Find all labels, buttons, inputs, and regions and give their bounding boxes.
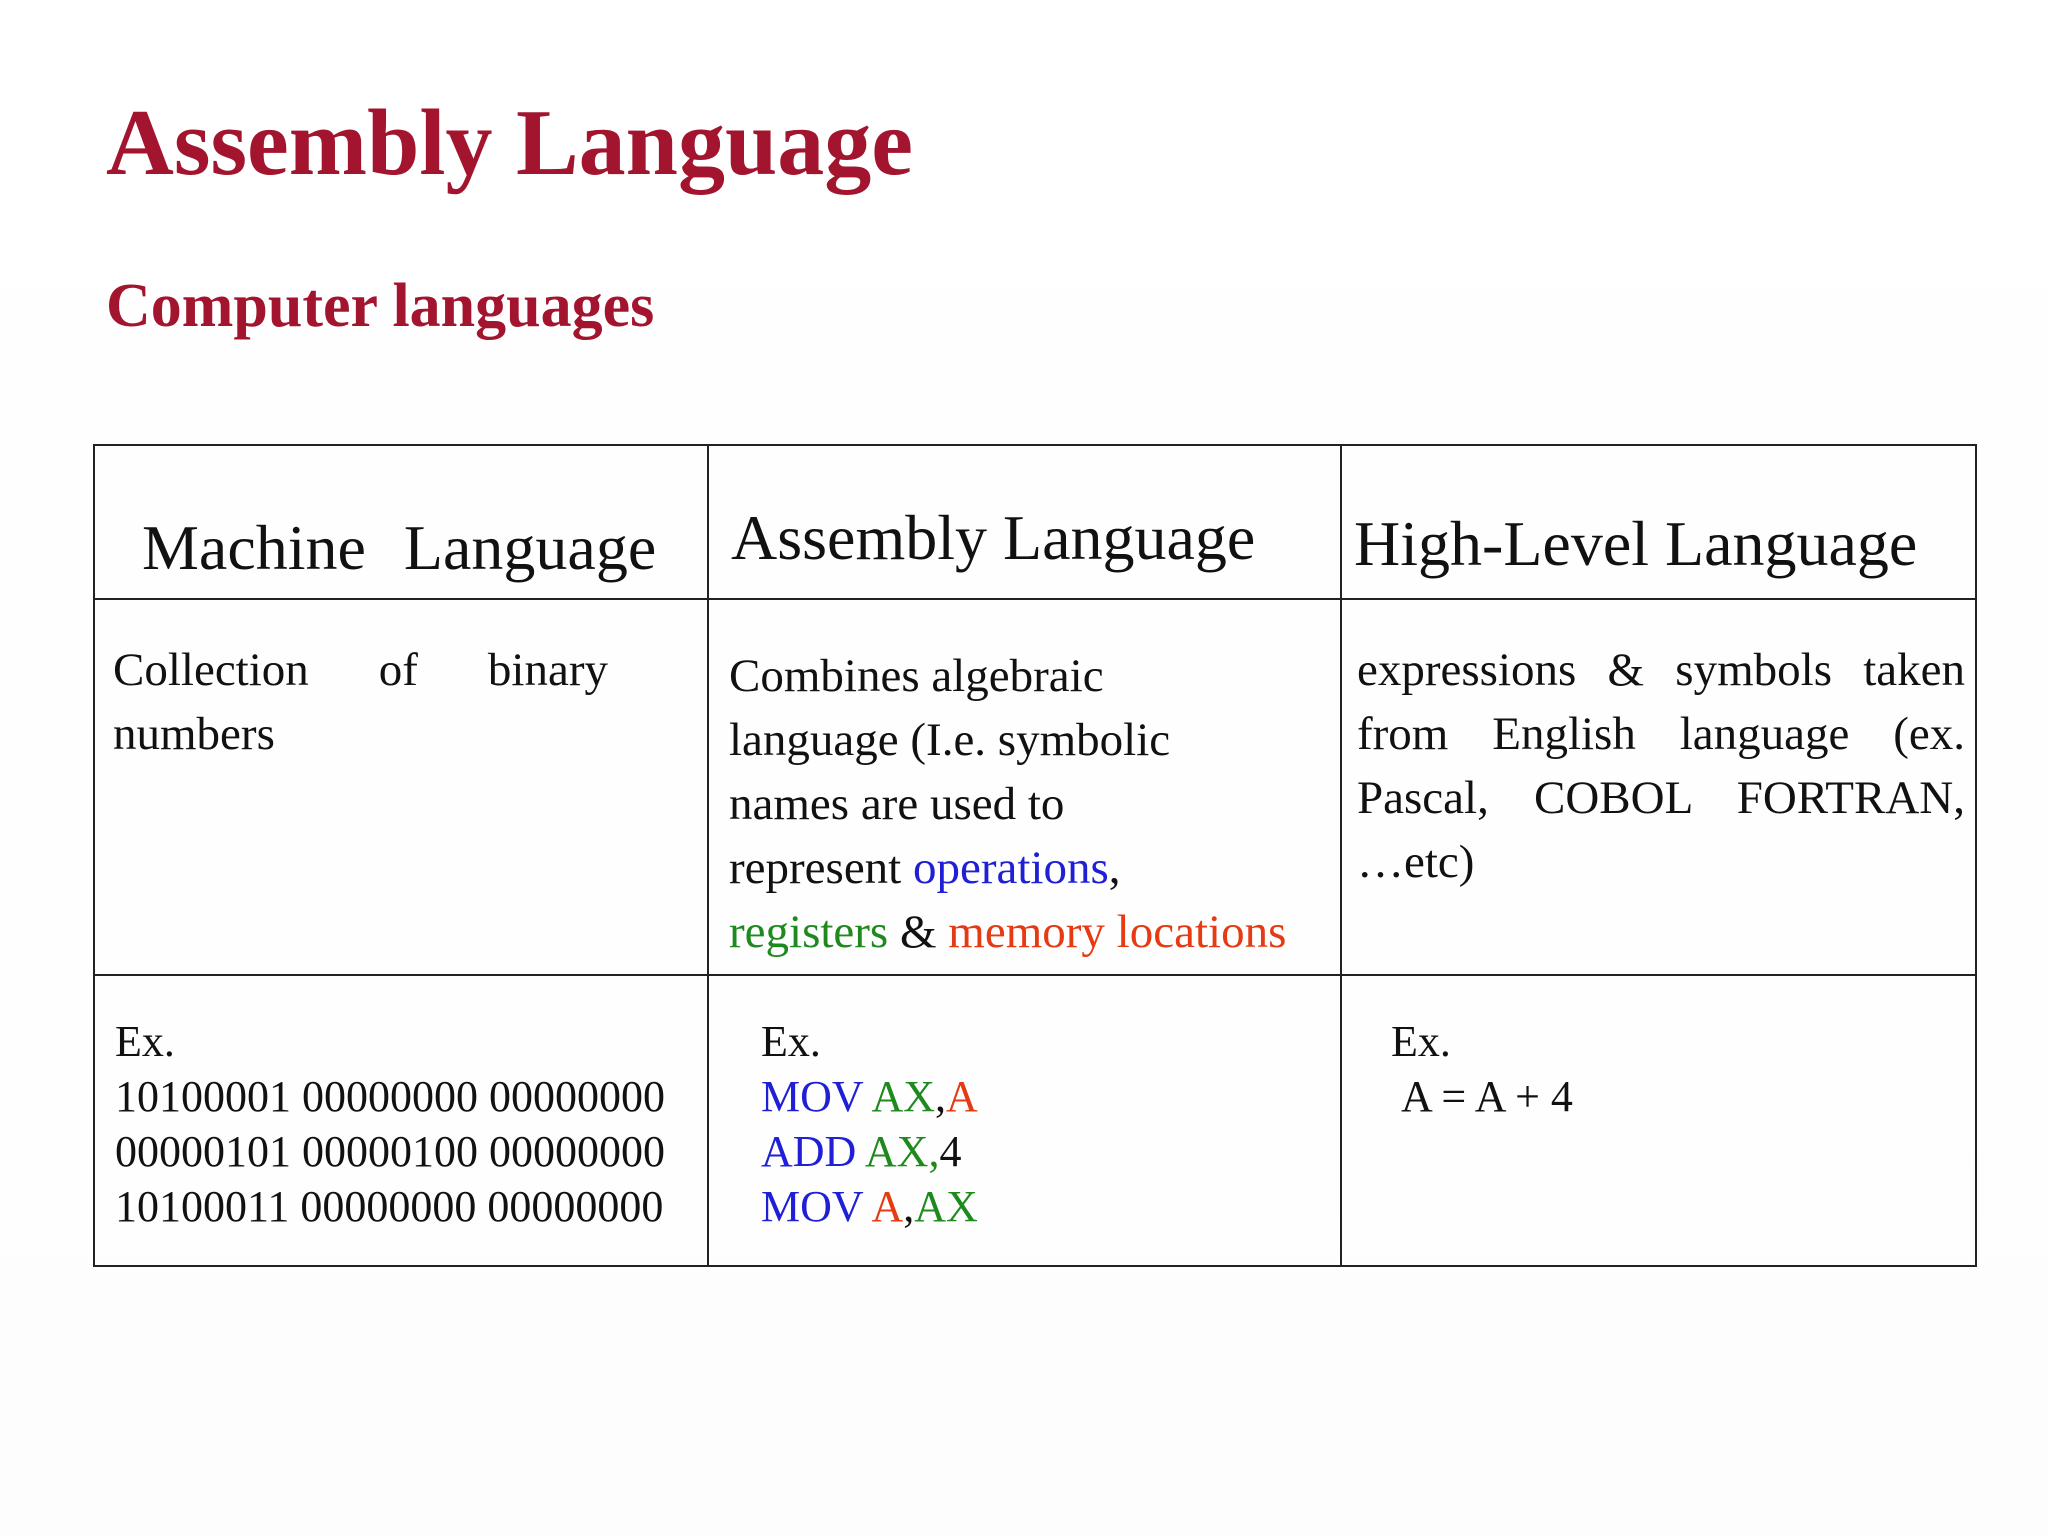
example-label: Ex. [1391, 1017, 1451, 1066]
machine-description [113, 638, 608, 766]
machine-desc-line: Collection of binary [113, 644, 608, 696]
header-machine-language: Machine Language [142, 512, 657, 583]
opcode: MOV [761, 1182, 863, 1231]
assembly-desc-text: represent [729, 842, 913, 894]
highlevel-desc-line: Pascal, COBOL FORTRAN, [1357, 772, 1965, 824]
memory-locations-highlight: memory locations [948, 906, 1287, 958]
machine-example [115, 1014, 665, 1234]
desc-cell-machine [94, 599, 708, 975]
register-operand: AX [914, 1182, 978, 1231]
highlevel-desc-line: expressions & symbols taken [1357, 644, 1965, 696]
comparison-table [93, 444, 1977, 1267]
example-label: Ex. [115, 1017, 175, 1066]
opcode: MOV [761, 1072, 863, 1121]
highlevel-description [1357, 638, 1965, 894]
example-cell-highlevel [1341, 975, 1976, 1266]
example-cell-machine [94, 975, 708, 1266]
highlevel-desc-line: …etc) [1357, 836, 1475, 888]
registers-highlight: registers [729, 906, 889, 958]
machine-code-line: 10100011 00000000 00000000 [115, 1182, 664, 1231]
immediate-operand: 4 [939, 1127, 962, 1176]
assembly-desc-line: names are used to [729, 778, 1065, 830]
assembly-code-line [761, 1179, 978, 1234]
machine-code-line: 10100001 00000000 00000000 [115, 1072, 665, 1121]
assembly-code-line [761, 1124, 978, 1179]
header-high-level-language: High-Level Language [1354, 508, 1918, 579]
assembly-desc-line [729, 836, 1349, 900]
table-description-row [94, 599, 1976, 975]
header-assembly-language: Assembly Language [731, 502, 1256, 573]
assembly-desc-line: Combines algebraic [729, 650, 1104, 702]
opcode: ADD [761, 1127, 857, 1176]
example-label: Ex. [761, 1017, 821, 1066]
operand-separator: , [935, 1072, 947, 1121]
assembly-desc-text: , [1108, 842, 1121, 894]
example-cell-assembly [708, 975, 1341, 1266]
highlevel-code-line: A = A + 4 [1401, 1072, 1573, 1121]
header-cell-assembly [708, 445, 1341, 599]
memory-operand: A [871, 1182, 904, 1231]
machine-desc-line: numbers [113, 708, 275, 760]
register-operand: AX [871, 1072, 936, 1121]
assembly-desc-line: language (I.e. symbolic [729, 714, 1171, 766]
memory-operand: A [946, 1072, 978, 1121]
assembly-desc-line [729, 900, 1349, 964]
assembly-example [761, 1014, 978, 1234]
assembly-description [729, 644, 1349, 964]
slide-subtitle: Computer languages [106, 272, 655, 340]
table-example-row [94, 975, 1976, 1266]
assembly-code-line [761, 1069, 978, 1124]
highlevel-example [1391, 1014, 1573, 1124]
operand-separator: , [928, 1127, 940, 1176]
highlevel-desc-line: from English language (ex. [1357, 708, 1965, 760]
register-operand: AX [864, 1127, 929, 1176]
slide-title: Assembly Language [106, 91, 913, 195]
table-header-row [94, 445, 1976, 599]
header-cell-highlevel [1341, 445, 1976, 599]
operand-separator: , [903, 1182, 915, 1231]
operations-highlight: operations [912, 842, 1109, 894]
assembly-desc-text: & [888, 906, 949, 958]
machine-code-line: 00000101 00000100 00000000 [115, 1127, 665, 1176]
desc-cell-highlevel [1341, 599, 1976, 975]
header-cell-machine [94, 445, 708, 599]
desc-cell-assembly [708, 599, 1341, 975]
